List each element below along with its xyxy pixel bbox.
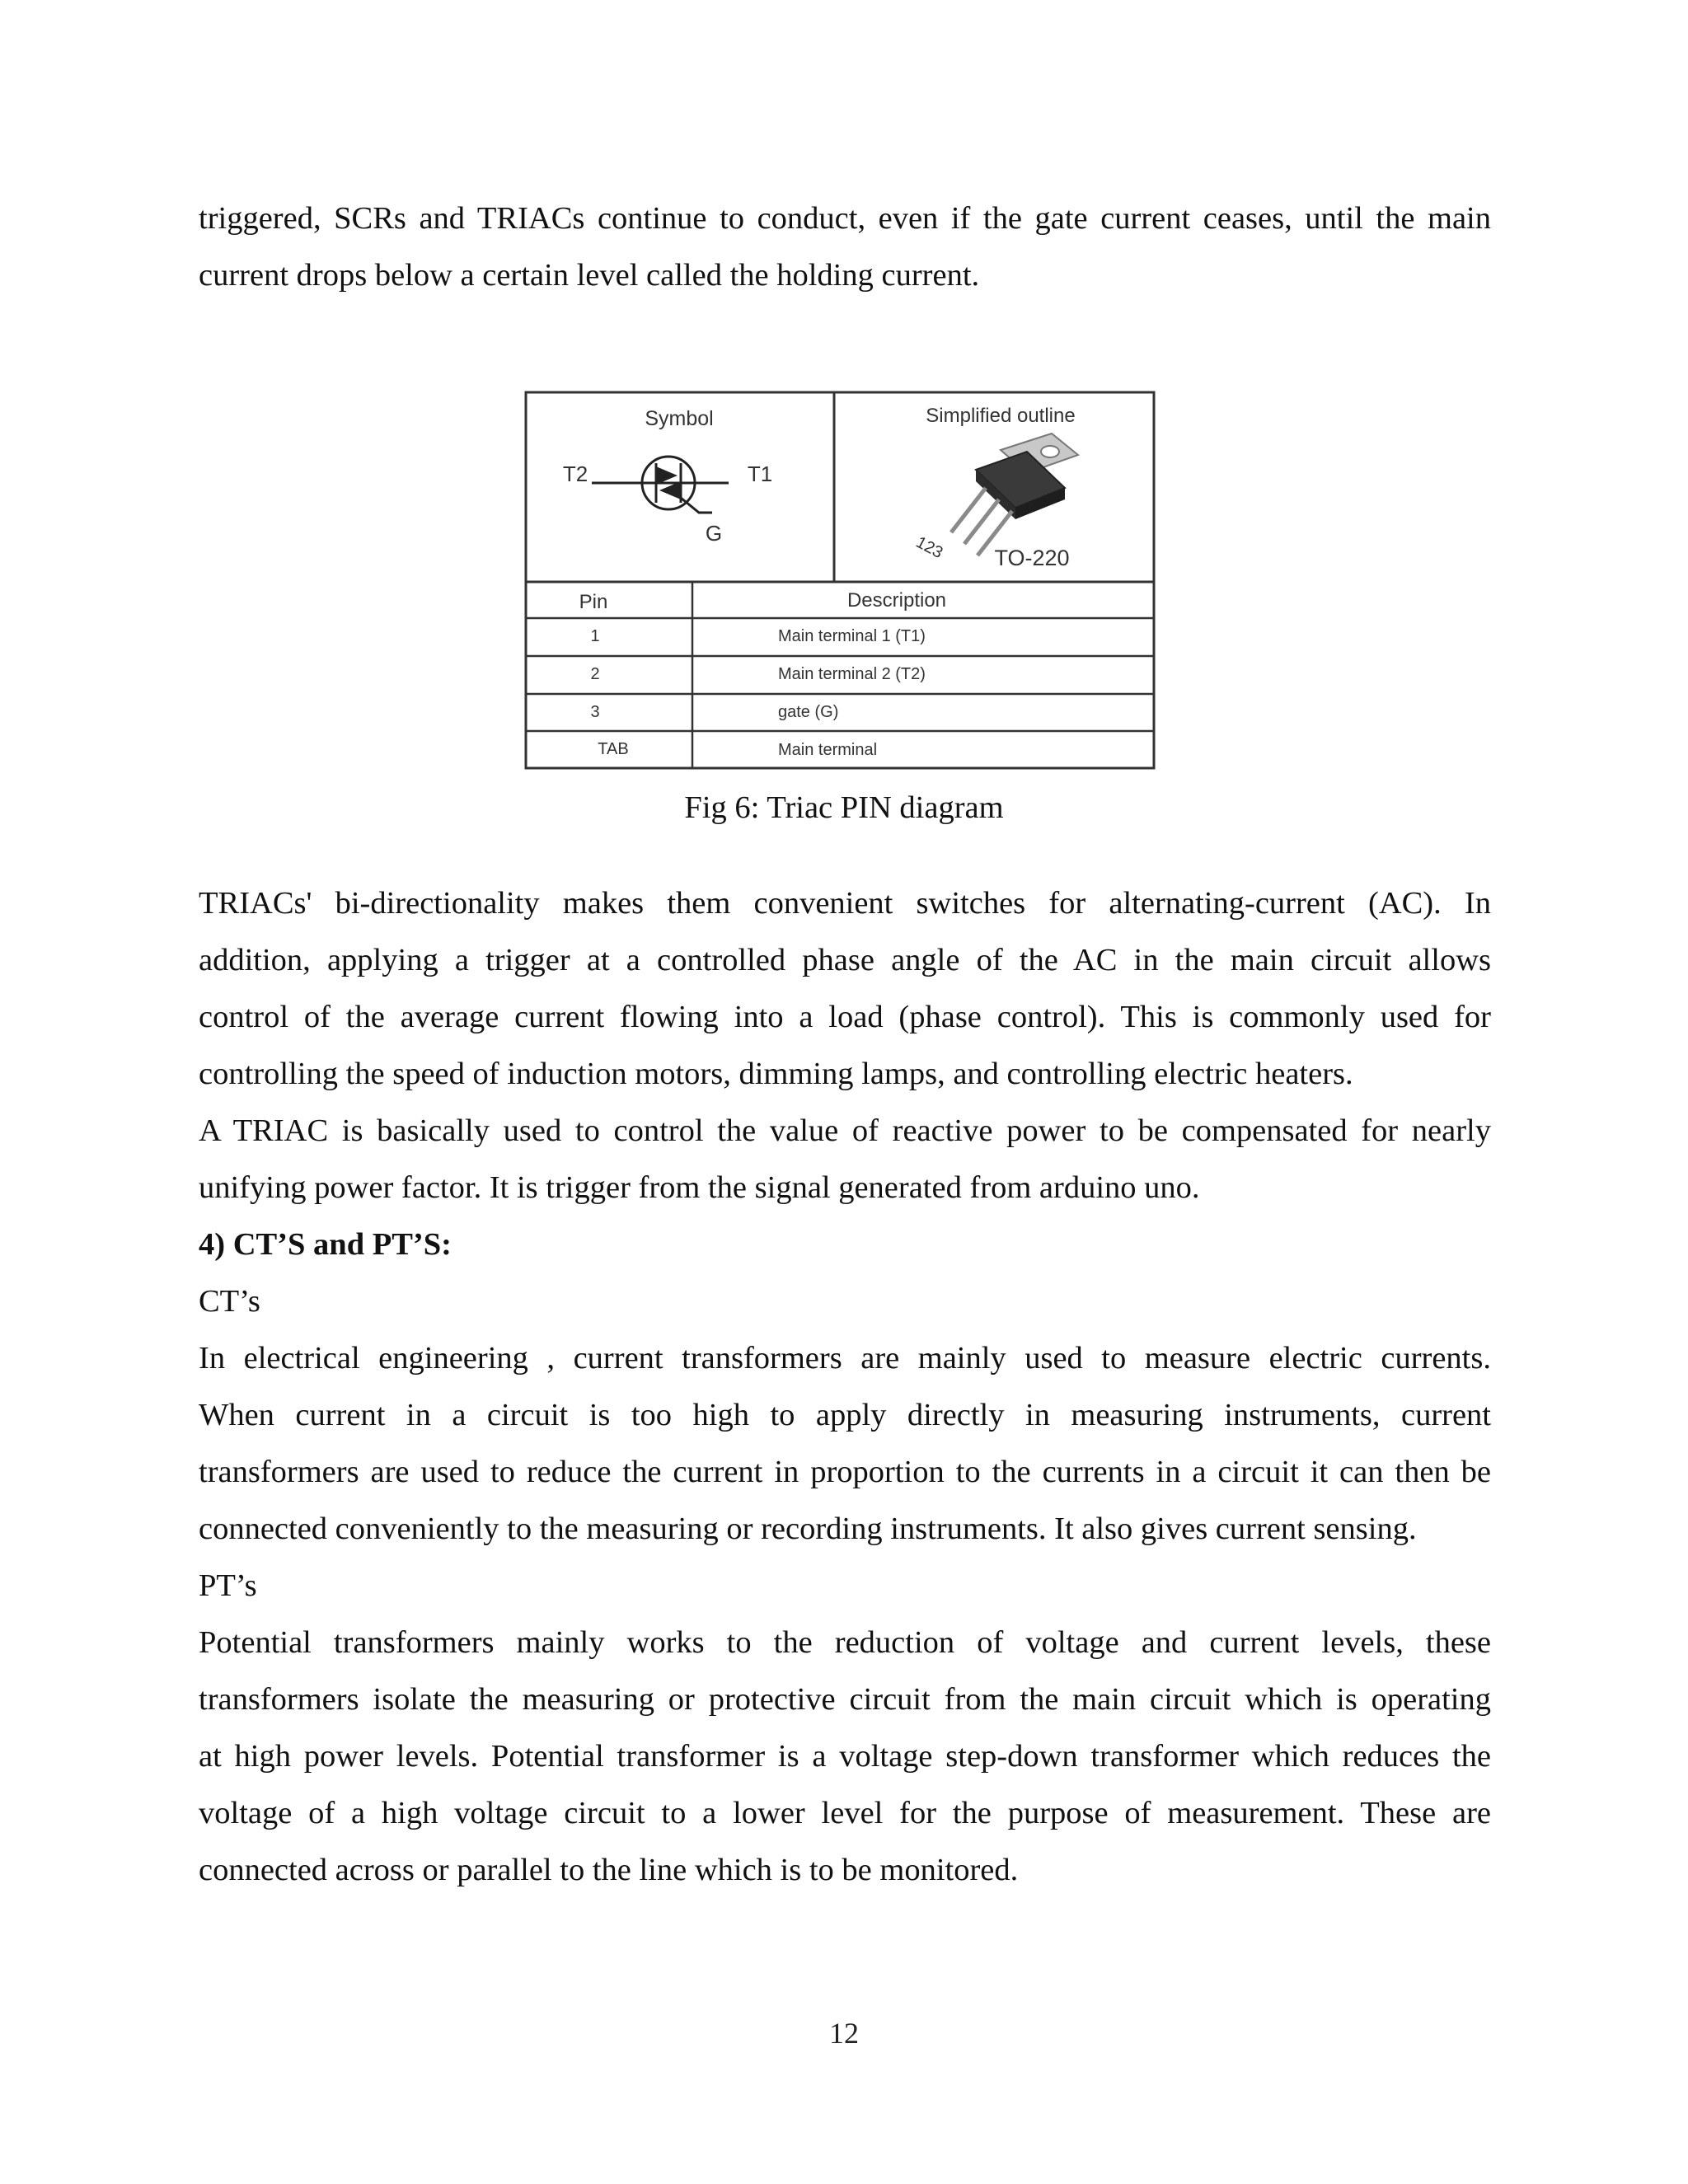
outline-header: Simplified outline <box>926 405 1076 427</box>
pt-line-5: connected across or parallel to the line which is to be monitored. <box>199 1853 1019 1887</box>
pt-line-3: at high power levels. Potential transformer is a voltage step-down transformer which reduces the <box>199 1739 1491 1774</box>
triac-pin-diagram <box>524 391 1157 770</box>
package-pin-numbers: 123 <box>912 532 946 563</box>
symbol-header: Symbol <box>645 407 714 430</box>
ct-line-1: In electrical engineering , current transformers are mainly used to measure electric currents. <box>199 1341 1491 1376</box>
pin-table-cell-pin: 2 <box>590 665 600 683</box>
ct-line-2: When current in a circuit is too high to apply directly in measuring instruments, current <box>199 1398 1491 1432</box>
pin-table-cell-pin: 1 <box>590 627 600 645</box>
pt-subheading: PT’s <box>199 1568 257 1603</box>
pin-table-header-description: Description <box>846 589 947 612</box>
pin-table-cell-description: Main terminal 1 (T1) <box>778 627 926 645</box>
page-number: 12 <box>829 2017 859 2050</box>
pin-table-cell-description: Main terminal <box>778 741 878 759</box>
pt-line-1: Potential transformers mainly works to the reduction of voltage and current levels, these <box>199 1625 1491 1660</box>
pt-line-2: transformers isolate the measuring or protective circuit from the main circuit which is operating <box>199 1682 1491 1717</box>
paragraph-1-line-1: triggered, SCRs and TRIACs continue to conduct, even if the gate current ceases, until the main <box>199 201 1491 236</box>
symbol-label-t2: T2 <box>562 462 588 486</box>
paragraph-2-line-2: addition, applying a trigger at a controlled phase angle of the AC in the main circuit allows <box>199 943 1491 977</box>
figure-caption: Fig 6: Triac PIN diagram <box>684 790 1004 825</box>
symbol-label-t1: T1 <box>747 462 773 486</box>
ct-subheading: CT’s <box>199 1284 260 1319</box>
pt-line-4: voltage of a high voltage circuit to a lower level for the purpose of measurement. These are <box>199 1796 1491 1830</box>
paragraph-1-line-2: current drops below a certain level called the holding current. <box>199 258 980 293</box>
pin-table-header-pin: Pin <box>579 591 608 613</box>
paragraph-2-line-4: controlling the speed of induction motors, dimming lamps, and controlling electric heaters. <box>199 1057 1353 1091</box>
pin-table-cell-pin: TAB <box>598 740 629 758</box>
paragraph-3-line-1: A TRIAC is basically used to control the value of reactive power to be compensated for nearly <box>199 1113 1491 1148</box>
ct-line-3: transformers are used to reduce the current in proportion to the currents in a circuit it can then be <box>199 1455 1491 1489</box>
paragraph-2-line-1: TRIACs' bi-directionality makes them convenient switches for alternating-current (AC). In <box>199 886 1491 921</box>
paragraph-3-line-2: unifying power factor. It is trigger from the signal generated from arduino uno. <box>199 1170 1200 1205</box>
symbol-label-g: G <box>705 521 723 546</box>
pin-table-cell-description: Main terminal 2 (T2) <box>778 665 926 683</box>
triac-diagram-svg <box>524 391 1157 770</box>
ct-line-4: connected conveniently to the measuring or recording instruments. It also gives current sensing. <box>199 1511 1417 1546</box>
package-name: TO-220 <box>994 546 1070 570</box>
pin-table-cell-pin: 3 <box>590 703 600 721</box>
paragraph-2-line-3: control of the average current flowing into a load (phase control). This is commonly used for <box>199 1000 1491 1034</box>
section-heading: 4) CT’S and PT’S: <box>199 1227 452 1262</box>
pin-table-cell-description: gate (G) <box>778 703 839 721</box>
